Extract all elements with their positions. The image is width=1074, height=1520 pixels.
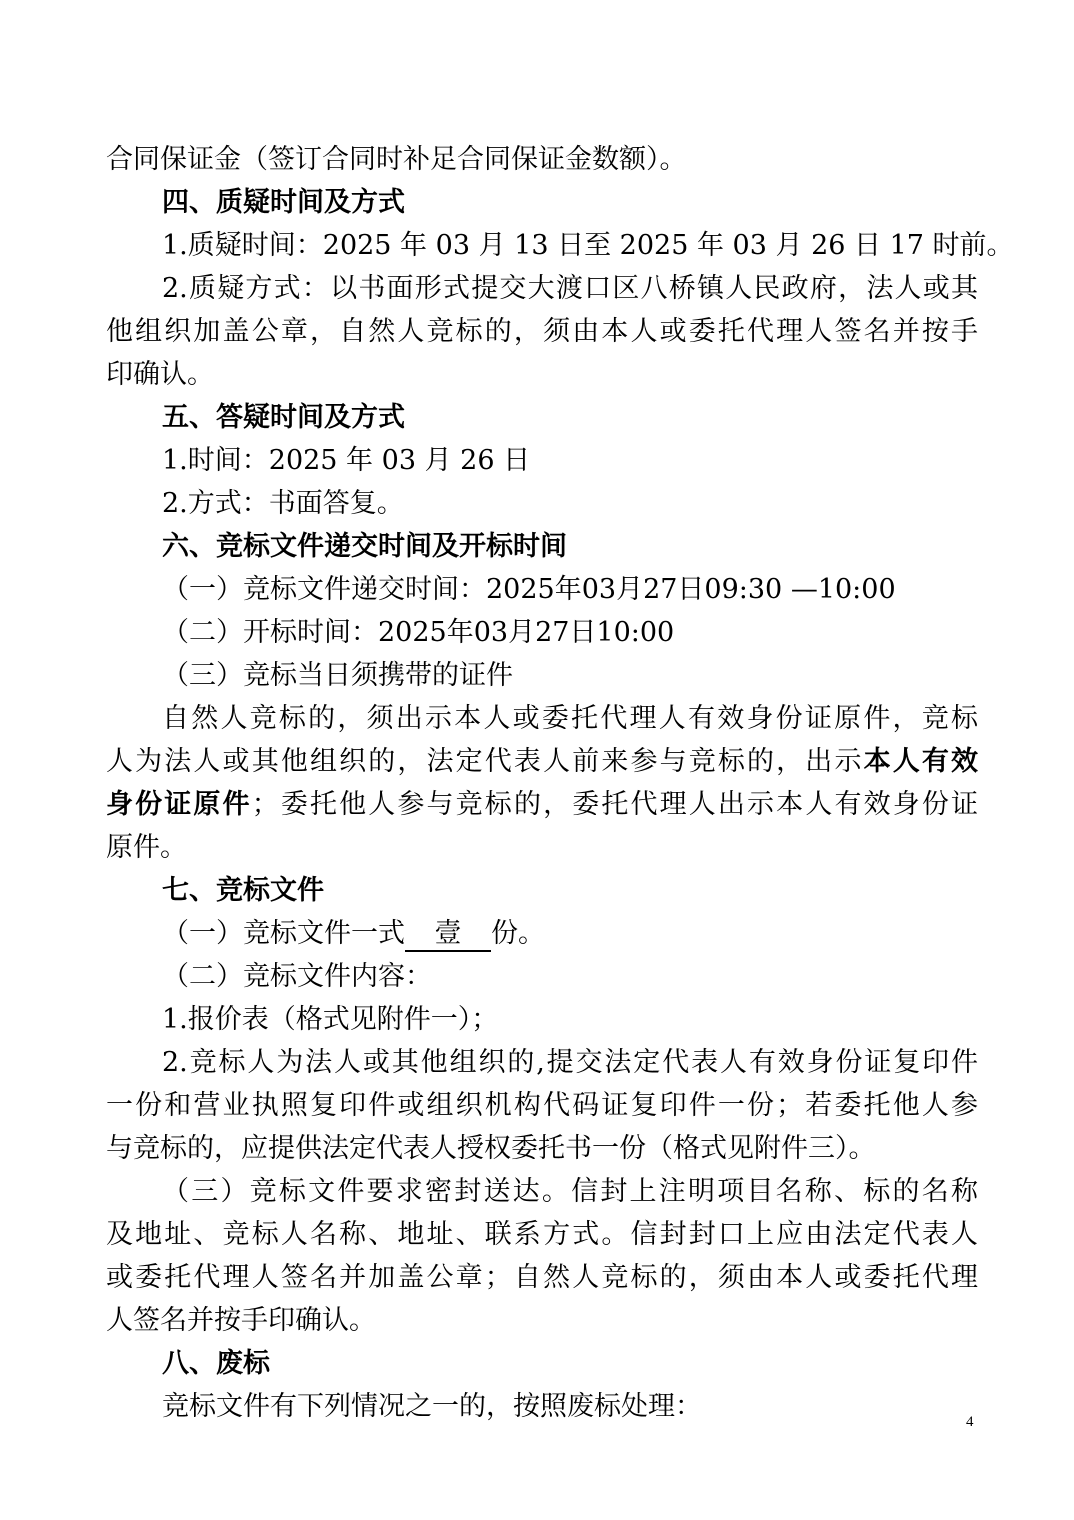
document-body	[106, 138, 1014, 1428]
paragraph-line: 2.方式：书面答复。	[162, 488, 404, 519]
text-run: 人为法人或其他组织的，法定代表人前来参与竞标的，出示	[106, 746, 864, 777]
paragraph-line: 1.质疑时间：2025 年 03 月 13 日至 2025 年 03 月 26 日 17 时前。	[162, 230, 1014, 261]
section-heading-5: 五、答疑时间及方式	[162, 402, 405, 433]
paragraph-line: （二）开标时间：2025年03月27日10:00	[162, 617, 675, 648]
section-heading-8: 八、废标	[162, 1348, 270, 1379]
paragraph-line: 1.报价表（格式见附件一）；	[162, 1004, 499, 1035]
paragraph-line: 或委托代理人签名并加盖公章；自然人竞标的，须由本人或委托代理	[106, 1262, 978, 1293]
paragraph-line: 一份和营业执照复印件或组织机构代码证复印件一份；若委托他人参	[106, 1090, 978, 1121]
paragraph-line: （二）竞标文件内容：	[162, 961, 432, 992]
paragraph-line	[106, 783, 978, 826]
bold-text-run: 本人有效	[863, 746, 979, 777]
section-heading-7: 七、竞标文件	[162, 875, 324, 906]
text-run: ；委托他人参与竞标的，委托代理人出示本人有效身份证	[251, 789, 979, 820]
section-heading-4: 四、质疑时间及方式	[162, 187, 405, 218]
paragraph-line: 与竞标的，应提供法定代表人授权委托书一份（格式见附件三）。	[106, 1133, 876, 1164]
paragraph-line: 2.竞标人为法人或其他组织的,提交法定代表人有效身份证复印件	[162, 1047, 978, 1078]
paragraph-line: 1.时间：2025 年 03 月 26 日	[162, 445, 531, 476]
paragraph-line: 自然人竞标的，须出示本人或委托代理人有效身份证原件，竞标	[162, 703, 978, 734]
paragraph-line: 他组织加盖公章，自然人竞标的，须由本人或委托代理人签名并按手	[106, 316, 978, 347]
section-heading-6: 六、竞标文件递交时间及开标时间	[162, 531, 567, 562]
paragraph-line: 印确认。	[106, 359, 214, 390]
paragraph-line	[106, 740, 978, 783]
paragraph-line: 及地址、竞标人名称、地址、联系方式。信封封口上应由法定代表人	[106, 1219, 978, 1250]
text-run: 份。	[491, 918, 545, 949]
paragraph-line: 原件。	[106, 832, 187, 863]
paragraph-line: （三）竞标文件要求密封送达。信封上注明项目名称、标的名称	[162, 1176, 978, 1207]
paragraph-line: （三）竞标当日须携带的证件	[162, 660, 513, 691]
underlined-blank: 壹	[405, 918, 491, 952]
paragraph-line	[106, 912, 978, 955]
paragraph-line: 合同保证金（签订合同时补足合同保证金数额）。	[106, 144, 687, 175]
paragraph-line: （一）竞标文件递交时间：2025年03月27日09:30 —10:00	[162, 574, 896, 605]
text-run: （一）竞标文件一式	[162, 918, 405, 949]
bold-text-run: 身份证原件	[106, 789, 252, 820]
paragraph-line: 2.质疑方式：以书面形式提交大渡口区八桥镇人民政府，法人或其	[162, 273, 978, 304]
paragraph-line: 人签名并按手印确认。	[106, 1305, 376, 1336]
page-number: 4	[966, 1414, 974, 1430]
paragraph-line: 竞标文件有下列情况之一的，按照废标处理：	[162, 1391, 702, 1422]
